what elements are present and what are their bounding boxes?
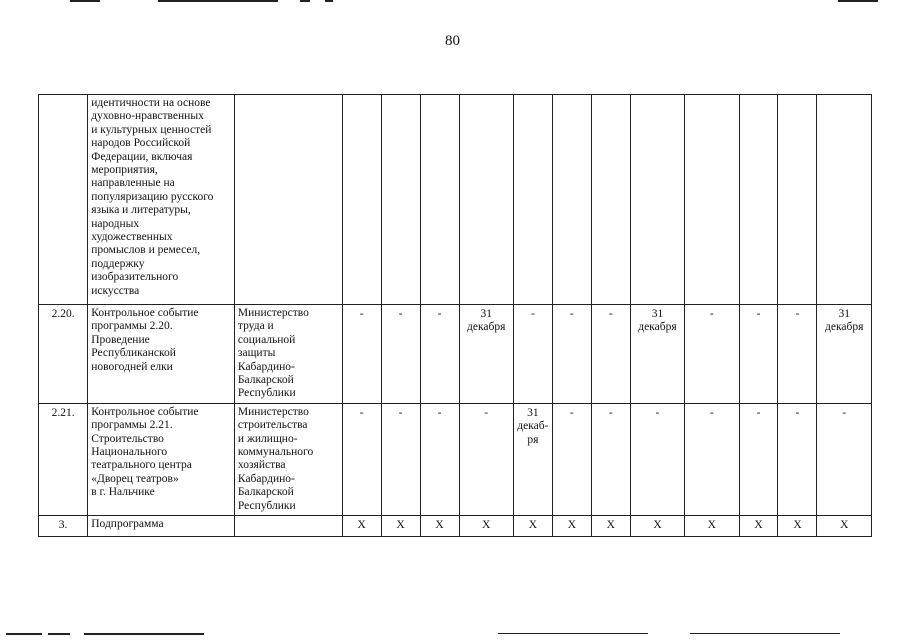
period-value-cell-text: -: [842, 406, 847, 419]
row-number-cell: [39, 305, 88, 404]
table-row: [39, 95, 872, 305]
period-value-cell-text: 31 декаб- ря: [517, 406, 549, 446]
executor-cell-text: Министерство строительства и жилищно- коммунального хозяйства Кабардино- Балкарской Республики: [237, 405, 314, 512]
period-value-cell-text: 31 декабря: [825, 308, 864, 334]
period-value-cell-text: -: [437, 406, 442, 419]
table-row: [39, 305, 872, 404]
period-value-cell: [513, 516, 552, 537]
period-value-cell-text: Х: [606, 519, 615, 532]
period-value-cell-text: -: [437, 308, 442, 320]
period-value-cell-text: -: [359, 406, 364, 419]
period-value-cell-text: -: [795, 308, 800, 320]
period-value-cell-text: Х: [435, 519, 444, 532]
period-value-cell: [739, 403, 778, 515]
row-number-cell: [39, 516, 88, 537]
period-value-cell-text: Х: [567, 519, 576, 532]
period-value-cell-text: -: [655, 406, 660, 419]
period-value-cell: [513, 305, 552, 404]
period-value-cell-text: 31 декабря: [638, 308, 677, 334]
period-value-cell: [630, 305, 684, 404]
period-value-cell: [591, 403, 630, 515]
period-value-cell: [552, 403, 591, 515]
period-value-cell: [342, 403, 381, 515]
period-value-cell-text: Х: [793, 519, 802, 532]
period-value-cell-text: Х: [357, 519, 366, 532]
period-value-cell: [420, 95, 459, 305]
period-value-cell: [817, 95, 872, 305]
period-value-cell: [552, 95, 591, 305]
period-value-cell-text: -: [359, 308, 364, 320]
period-value-cell: [630, 516, 684, 537]
period-value-cell-text: Х: [840, 519, 849, 532]
period-value-cell: [513, 95, 552, 305]
period-value-cell: [420, 403, 459, 515]
period-value-cell: [778, 516, 817, 537]
period-value-cell: [685, 403, 739, 515]
period-value-cell: [459, 95, 513, 305]
period-value-cell: [591, 95, 630, 305]
period-value-cell: [459, 516, 513, 537]
executor-cell: [234, 403, 342, 515]
period-value-cell: [381, 403, 420, 515]
event-name-cell-text: Контрольное событие программы 2.21. Строительство Национального театрального центра «Дворец театров» в г. Нальчике: [91, 405, 199, 499]
scan-artifact-top: [0, 0, 905, 4]
period-value-cell: [778, 305, 817, 404]
period-value-cell: [591, 305, 630, 404]
period-value-cell-text: -: [398, 406, 403, 419]
period-value-cell: [459, 305, 513, 404]
row-number-cell: [39, 95, 88, 305]
period-value-cell: [739, 95, 778, 305]
executor-cell-text: Министерство труда и социальной защиты Кабардино- Балкарской Республики: [237, 307, 309, 400]
period-value-cell-text: -: [608, 308, 613, 320]
period-value-cell: [778, 95, 817, 305]
table-row: [39, 516, 872, 537]
period-value-cell: [420, 516, 459, 537]
period-value-cell: [817, 516, 872, 537]
event-name-cell: [88, 516, 235, 537]
period-value-cell: [817, 403, 872, 515]
period-value-cell: [591, 516, 630, 537]
event-name-cell-text: Подпрограмма: [91, 518, 164, 531]
period-value-cell: [685, 516, 739, 537]
event-name-cell: [88, 305, 235, 404]
period-value-cell: [552, 305, 591, 404]
row-number-cell-text: 2.20.: [51, 308, 75, 320]
event-name-cell: [88, 95, 235, 305]
row-number-cell-text: 2.21.: [51, 406, 75, 419]
event-name-cell: [88, 403, 235, 515]
program-table: [38, 94, 872, 537]
period-value-cell: [630, 403, 684, 515]
period-value-cell-text: Х: [396, 519, 405, 532]
period-value-cell-text: -: [569, 308, 574, 320]
period-value-cell: [817, 305, 872, 404]
period-value-cell: [739, 516, 778, 537]
executor-cell: [234, 95, 342, 305]
period-value-cell-text: -: [795, 406, 800, 419]
scan-artifact-bottom: [0, 633, 905, 637]
page-number: 80: [445, 33, 460, 49]
event-name-cell-text: Контрольное событие программы 2.20. Проведение Республиканской новогодней елки: [91, 307, 199, 373]
period-value-cell-text: 31 декабря: [467, 308, 506, 334]
row-number-cell-text: 3.: [58, 519, 68, 532]
table-row: [39, 403, 872, 515]
period-value-cell: [685, 305, 739, 404]
period-value-cell: [381, 95, 420, 305]
period-value-cell: [420, 305, 459, 404]
period-value-cell-text: -: [709, 308, 714, 320]
period-value-cell-text: Х: [482, 519, 491, 532]
period-value-cell: [685, 95, 739, 305]
period-value-cell: [459, 403, 513, 515]
period-value-cell-text: Х: [754, 519, 763, 532]
executor-cell: [234, 516, 342, 537]
period-value-cell-text: -: [530, 308, 535, 320]
period-value-cell-text: -: [398, 308, 403, 320]
period-value-cell: [739, 305, 778, 404]
period-value-cell: [342, 95, 381, 305]
period-value-cell-text: Х: [528, 519, 538, 532]
period-value-cell-text: Х: [653, 519, 662, 532]
period-value-cell: [342, 516, 381, 537]
period-value-cell: [778, 403, 817, 515]
period-value-cell-text: -: [756, 308, 761, 320]
period-value-cell-text: -: [484, 406, 489, 419]
period-value-cell-text: -: [569, 406, 574, 419]
period-value-cell-text: -: [709, 406, 714, 419]
row-number-cell: [39, 403, 88, 515]
period-value-cell: [630, 95, 684, 305]
period-value-cell: [552, 516, 591, 537]
period-value-cell: [381, 305, 420, 404]
period-value-cell-text: Х: [707, 519, 716, 532]
period-value-cell: [381, 516, 420, 537]
event-name-cell-text: идентичности на основе духовно-нравственных и культурных ценностей народов Российской Федерации, включая мероприятия, направленные на популяризацию русского языка и литературы, народных художественных промыслов и ремесел, поддержку изобразительного искусства: [91, 97, 214, 297]
period-value-cell: [513, 403, 552, 515]
period-value-cell: [342, 305, 381, 404]
executor-cell: [234, 305, 342, 404]
period-value-cell-text: -: [756, 406, 761, 419]
period-value-cell-text: -: [608, 406, 613, 419]
